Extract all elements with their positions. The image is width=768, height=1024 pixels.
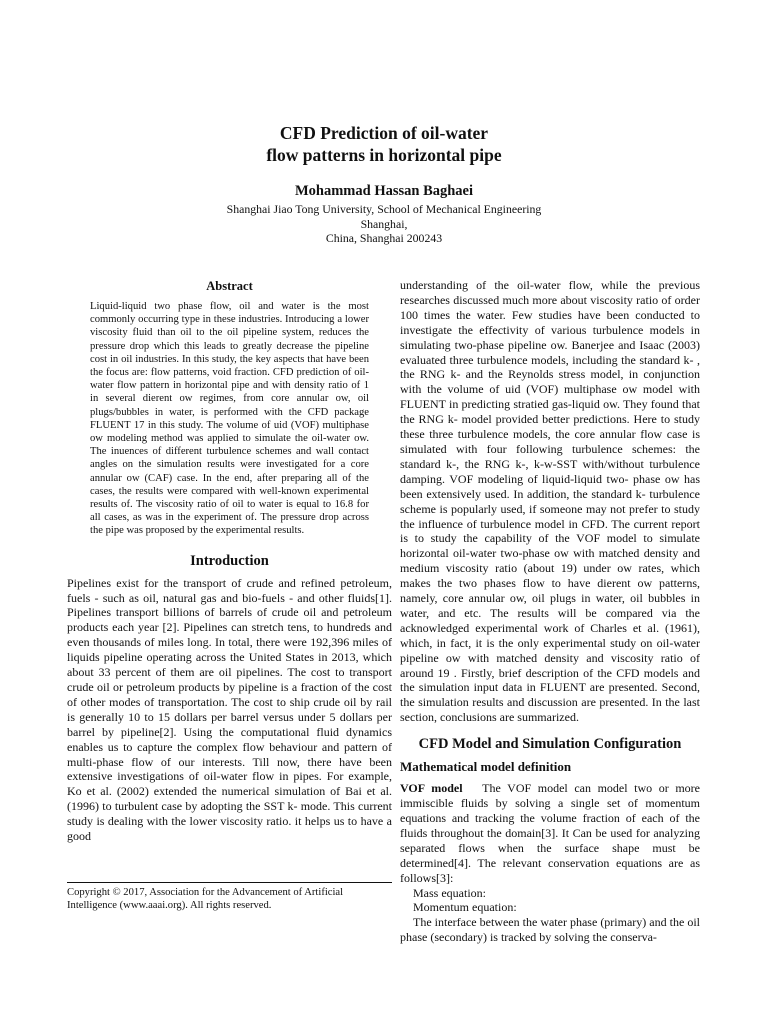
interface-paragraph: The interface between the water phase (primary) and the oil phase (secondary) is tracked by solving the conserva- bbox=[400, 915, 700, 945]
introduction-text: Pipelines exist for the transport of crude and refined petroleum, fuels - such as oil, natural gas and bio-fuels - and other fluids[1]. Pipelines transport billions of barrels of crude oil and petroleum products each year [2]. Pipelines can stretch tens, to hundreds and even thousands of miles long. In total, there were 192,396 miles of liquids pipeline operating across the United States in 2013, which about 33 percent of them are oil pipelines. The cost to transport crude oil or petroleum products by pipeline is a fraction of the cost of other modes of transportation. The cost to ship crude oil by rail is generally 10 to 15 dollars per barrel versus under 5 dollars per barrel by pipeline[2]. Using the computational fluid dynamics enables us to capture the complex flow behaviour and pattern of multi-phase flow of our interests. Till now, there have been extensive investigations of oil-water flow in pipes. For example, Ko et al. (2002) extended the numerical simulation of Bai et al. (1996) to turbulent case by adopting the SST k- mode. This current study is dealing with the lower viscosity ratio. it helps us to have a good bbox=[67, 575, 392, 844]
title-line-1: CFD Prediction of oil-water bbox=[279, 123, 489, 143]
affiliation-line-1: Shanghai Jiao Tong University, School of Mechanical Engineering bbox=[226, 202, 542, 216]
math-model-subheading: Mathematical model definition bbox=[400, 759, 572, 775]
title-line-2: flow patterns in horizontal pipe bbox=[266, 145, 502, 165]
paper-title bbox=[0, 122, 768, 166]
cfd-section-heading: CFD Model and Simulation Configuration bbox=[418, 736, 682, 753]
author-affiliation bbox=[0, 202, 768, 246]
vof-text: The VOF model can model two or more immiscible fluids by solving a single set of momentum equations and tracking the volume fraction of each of the fluids throughout the domain[3]. It Can be used for analyzing separated flows when the surface shape must be determined[4]. The relevant conservation equations are as follows[3]: bbox=[400, 781, 700, 885]
mass-equation-label: Mass equation: bbox=[413, 885, 486, 900]
momentum-equation-label: Momentum equation: bbox=[413, 900, 517, 915]
vof-label: VOF model bbox=[400, 781, 463, 796]
affiliation-line-3: China, Shanghai 200243 bbox=[325, 231, 443, 245]
copyright-line-2: Intelligence (www.aaai.org). All rights reserved. bbox=[67, 900, 272, 911]
right-column bbox=[400, 278, 700, 945]
vof-paragraph bbox=[400, 781, 700, 885]
abstract-heading: Abstract bbox=[206, 279, 253, 293]
author-name: Mohammad Hassan Baghaei bbox=[294, 183, 474, 199]
affiliation-line-2: Shanghai, bbox=[360, 216, 408, 231]
introduction-text-continued: understanding of the oil-water flow, while the previous researches discussed much more about viscosity ratio of order 100 times the water. Few studies have been conducted to investigate the effectivity of various turbulence models in simulating two-phase pipeline ow. Banerjee and Isaac (2003) evaluated three turbulence models, including the standard k- , the RNG k- and the Reynolds stress model, in conjunction with the volume of uid (VOF) multiphase ow model with FLUENT in predicting stratied gas-liquid ow. They found that the RNG k- model provided better predictions. Here to study these three turbulence models, the core annular flow case is simulated with four following turbulence schemes: the standard k-, the RNG k-, k-w-SST with/without turbulence damping. VOF modeling of liquid-liquid two- phase ow has been extensively used. In addition, the standard k- turbulence scheme is popularly used, if someone may not prefer to study the influence of turbulence model in CFD. The current report is to study the capability of the VOF model to simulate horizontal oil-water two-phase ow with matched density and medium viscosity ratio (about 19) under ow rates, which makes the two phases flow to have dierent ow patterns, namely, core annular ow, oil plugs in water, oil bubbles in water, and etc. The results will be compared via the acknowledged experimental work of Charles et al. (1961), which, in fact, it is the only experimental study on oil-water pipeline ow with matched density and viscosity ratio of around 19 . Firstly, brief description of the CFD models and the simulation input data in FLUENT are presented. Second, the simulation results and discussion are presented. In the last section, conclusions are summarized. bbox=[400, 278, 700, 725]
left-column bbox=[67, 278, 392, 844]
copyright-line-1: Copyright © 2017, Association for the Advancement of Artificial bbox=[67, 887, 344, 898]
abstract-text: Liquid-liquid two phase flow, oil and water is the most commonly occurring type in these industries. Introducing a lower viscosity fluid than oil to the oil pipeline system, reduces the pressure drop which this leads to greatly decrease the pipeline cost in oil industries. In this study, the key aspects that have been the focus are: flow patterns, void fraction. CFD prediction of oil-water flow pattern in horizontal pipe and with density ratio of 1 in several dierent ow regimes, from core annular ow, oil plugs/bubbles in water, is performed with the CFD package FLUENT 17 in this study. The volume of uid (VOF) multiphase ow modeling method was applied to simulate the oil-water ow. The inuences of different turbulence schemes and wall contact angles on the simulation results were investigated for a core annular ow (CAF) case. In the end, after preparing all of the cases, the results were compared with well-known experimental results of. The viscosity ratio of oil to water is equal to 16.8 for all cases, as was in the experiment of. The pressure drop across the pipe was proposed by the experimental results. bbox=[90, 301, 369, 537]
copyright-notice bbox=[67, 882, 392, 912]
introduction-heading: Introduction bbox=[190, 552, 269, 569]
